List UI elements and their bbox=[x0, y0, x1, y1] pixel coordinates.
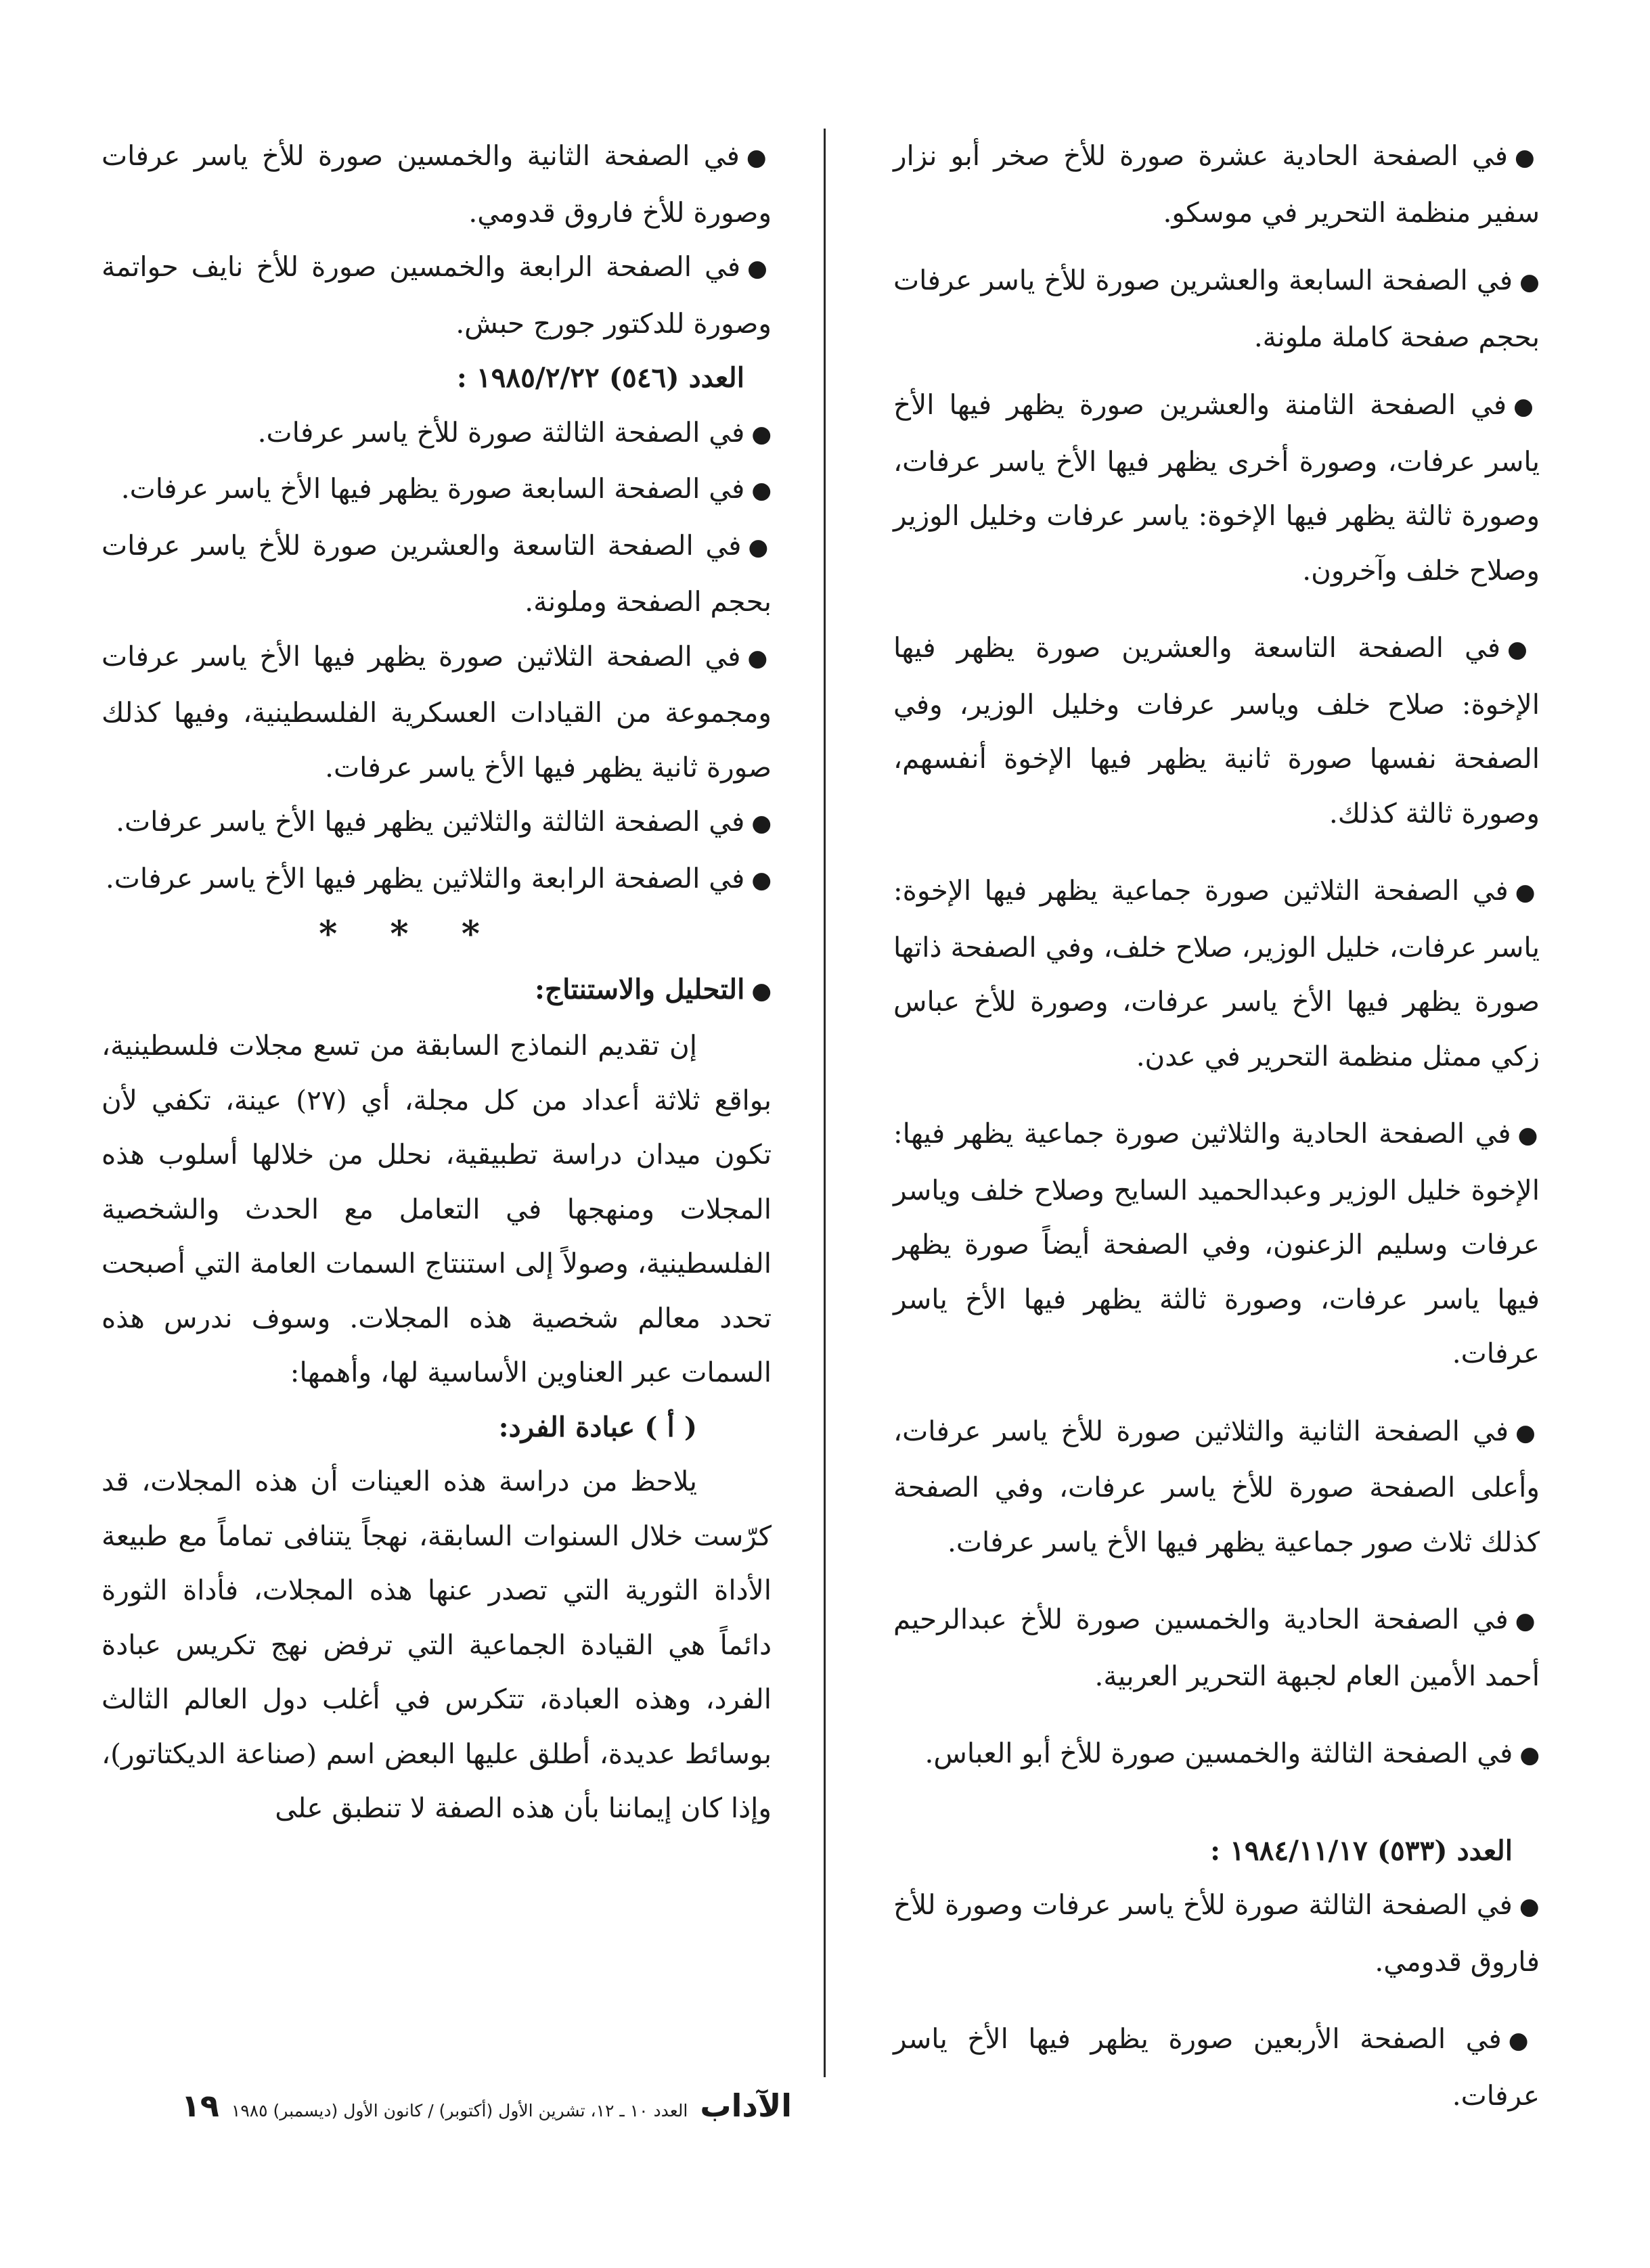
list-item-text: في الصفحة الثلاثين صورة جماعية يظهر فيها الإخوة: ياسر عرفات، خليل الوزير، صلاح خلف، وفي الصفحة ذاتها صورة يظهر فيها الأخ ياسر عرفات، وصورة للأخ عباس زكي ممثل منظمة التحرير في عدن. bbox=[893, 874, 1540, 1072]
bullet-icon: ● bbox=[747, 644, 772, 672]
list-item-text: في الصفحة الثانية والخمسين صورة للأخ ياسر عرفات وصورة للأخ فاروق قدومي. bbox=[102, 139, 772, 229]
issue-info: العدد ١٠ ـ ١٢، تشرين الأول (أكتوبر) / كانون الأول (ديسمبر) ١٩٨٥ bbox=[231, 2101, 688, 2120]
list-item-text: في الصفحة الحادية والخمسين صورة للأخ عبدالرحيم أحمد الأمين العام لجبهة التحرير العربية. bbox=[893, 1603, 1540, 1692]
list-item-text: في الصفحة السابعة والعشرين صورة للأخ ياسر عرفات بحجم صفحة كاملة ملونة. bbox=[893, 264, 1540, 353]
list-item-text: في الصفحة الثامنة والعشرين صورة يظهر فيها الأخ ياسر عرفات، وصورة أخرى يظهر فيها الأخ ياسر عرفات، وصورة ثالثة يظهر فيها الإخوة: ياسر عرفات وخليل الوزير وصلاح خلف وآخرون. bbox=[893, 388, 1540, 587]
list-item-text: في الصفحة الحادية عشرة صورة للأخ صخر أبو نزار سفير منظمة التحرير في موسكو. bbox=[893, 139, 1540, 229]
bullet-icon: ● bbox=[751, 977, 772, 1005]
magazine-name: الآداب bbox=[700, 2087, 792, 2124]
list-item bbox=[893, 620, 1540, 840]
page-number: ١٩ bbox=[181, 2087, 219, 2124]
list-item-text: في الصفحة الثالثة صورة للأخ ياسر عرفات. bbox=[257, 415, 745, 449]
bullet-icon: ● bbox=[747, 255, 772, 282]
right-column bbox=[893, 129, 1540, 2112]
list-item-text: في الصفحة الحادية والثلاثين صورة جماعية يظهر فيها: الإخوة خليل الوزير وعبدالحميد السايح وصلاح خلف وياسر عرفات وسليم الزعنون، وفي الصفحة أيضاً صورة يظهر فيها ياسر عرفات، وصورة ثالثة يظهر فيها الأخ ياسر عرفات. bbox=[893, 1117, 1540, 1369]
subheading: ( أ ) عبادة الفرد: bbox=[498, 1410, 697, 1443]
list-item bbox=[893, 1726, 1540, 1783]
section-separator: * * * bbox=[319, 913, 500, 955]
list-item-text: في الصفحة الثالثة صورة للأخ ياسر عرفات وصورة للأخ فاروق قدومي. bbox=[893, 1888, 1540, 1978]
list-item bbox=[102, 240, 772, 350]
bullet-icon: ● bbox=[1515, 1419, 1540, 1447]
list-item-text: في الصفحة الرابعة والخمسين صورة للأخ نايف حواتمة وصورة للدكتور جورج حبش. bbox=[102, 250, 772, 340]
list-item bbox=[893, 863, 1540, 1083]
list-item bbox=[102, 518, 772, 629]
bullet-icon: ● bbox=[1519, 1742, 1540, 1769]
bullet-icon: ● bbox=[1515, 1608, 1540, 1635]
list-item bbox=[102, 405, 772, 462]
section-title-text: التحليل والاستنتاج: bbox=[535, 972, 745, 1005]
list-item bbox=[102, 461, 772, 518]
page-footer bbox=[115, 2087, 792, 2141]
list-item-text: في الصفحة السابعة صورة يظهر فيها الأخ ياسر عرفات. bbox=[120, 472, 745, 505]
list-item-text: في الصفحة الثانية والثلاثين صورة للأخ ياسر عرفات، وأعلى الصفحة صورة للأخ ياسر عرفات، وفي الصفحة كذلك ثلاث صور جماعية يظهر فيها الأخ ياسر عرفات. bbox=[893, 1414, 1540, 1558]
section-title bbox=[102, 962, 772, 1019]
bullet-icon: ● bbox=[1515, 144, 1540, 171]
issue-heading: العدد (٥٣٣) ١٩٨٤/١١/١٧ : bbox=[1210, 1834, 1513, 1867]
list-item bbox=[893, 1106, 1540, 1381]
list-item bbox=[102, 629, 772, 795]
list-item bbox=[893, 253, 1540, 364]
issue-heading: العدد (٥٤٦) ١٩٨٥/٢/٢٢ : bbox=[456, 361, 744, 394]
list-item bbox=[102, 851, 772, 908]
bullet-icon: ● bbox=[1513, 393, 1540, 420]
list-item-text: في الصفحة الثالثة والثلاثين يظهر فيها الأخ ياسر عرفات. bbox=[116, 805, 745, 838]
bullet-icon: ● bbox=[1507, 636, 1540, 663]
bullet-icon: ● bbox=[1508, 2027, 1540, 2054]
list-item-text: في الصفحة التاسعة والعشرين صورة للأخ ياسر عرفات بحجم الصفحة وملونة. bbox=[102, 528, 772, 618]
bullet-icon: ● bbox=[1519, 1893, 1540, 1920]
list-item-text: في الصفحة الأربعين صورة يظهر فيها الأخ ياسر عرفات. bbox=[893, 2022, 1540, 2112]
bullet-icon: ● bbox=[1519, 269, 1540, 296]
column-divider bbox=[824, 129, 826, 2077]
list-item bbox=[102, 794, 772, 851]
list-item bbox=[102, 129, 772, 240]
analysis-paragraph: يلاحظ من دراسة هذه العينات أن هذه المجلات، قد كرّست خلال السنوات السابقة، نهجاً يتنافى تماماً مع طبيعة الأداة الثورية التي تصدر عنها هذه المجلات، فأداة الثورة دائماً هي القيادة الجماعية التي ترفض نهج تكريس عبادة الفرد، وهذه العبادة، تتكرس في أغلب دول العالم الثالث بوسائط عديدة، أطلق عليها البعض اسم (صناعة الديكتاتور)، وإذا كان إيماننا بأن هذه الصفة لا تنطبق على bbox=[102, 1465, 772, 1824]
list-item bbox=[893, 1592, 1540, 1703]
left-column bbox=[102, 129, 772, 2091]
list-item bbox=[893, 129, 1540, 240]
bullet-icon: ● bbox=[746, 144, 772, 171]
bullet-icon: ● bbox=[1517, 1122, 1540, 1149]
list-item-text: في الصفحة التاسعة والعشرين صورة يظهر فيها الإخوة: صلاح خلف وياسر عرفات وخليل الوزير، وفي الصفحة نفسها صورة ثانية يظهر فيها الإخوة أنفسهم، وصورة ثالثة كذلك. bbox=[893, 631, 1540, 830]
bullet-icon: ● bbox=[1515, 879, 1540, 906]
bullet-icon: ● bbox=[751, 810, 772, 837]
list-item-text: في الصفحة الرابعة والثلاثين يظهر فيها الأخ ياسر عرفات. bbox=[105, 861, 745, 894]
list-item-text: في الصفحة الثلاثين صورة يظهر فيها الأخ ياسر عرفات ومجموعة من القيادات العسكرية الفلسطينية، وفيها كذلك صورة ثانية يظهر فيها الأخ ياسر عرفات. bbox=[102, 639, 772, 784]
list-item bbox=[893, 1404, 1540, 1570]
list-item bbox=[893, 1878, 1540, 1989]
list-item bbox=[893, 378, 1540, 597]
analysis-paragraph: إن تقديم النماذج السابقة من تسع مجلات فلسطينية، بواقع ثلاثة أعداد من كل مجلة، أي (٢٧) عينة، تكفي لأن تكون ميدان دراسة تطبيقية، نحلل من خلالها أسلوب هذه المجلات ومنهجها في التعامل مع الحدث والشخصية الفلسطينية، وصولاً إلى استنتاج السمات العامة التي أصبحت تحدد معالم شخصية هذه المجلات. وسوف ندرس هذه السمات عبر العناوين الأساسية لها، وأهمها: bbox=[102, 1029, 772, 1388]
list-item bbox=[893, 2012, 1540, 2123]
bullet-icon: ● bbox=[751, 477, 772, 504]
list-item-text: في الصفحة الثالثة والخمسين صورة للأخ أبو العباس. bbox=[924, 1737, 1513, 1769]
bullet-icon: ● bbox=[751, 866, 772, 894]
bullet-icon: ● bbox=[751, 420, 772, 448]
bullet-icon: ● bbox=[748, 533, 772, 561]
